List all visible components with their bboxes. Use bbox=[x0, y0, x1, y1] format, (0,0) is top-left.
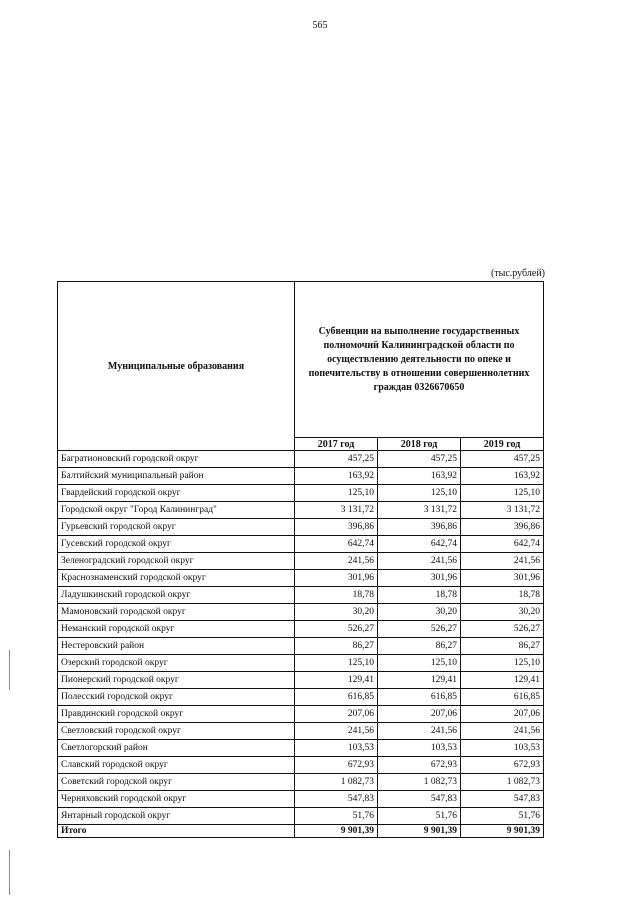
value-2018: 125,10 bbox=[378, 485, 461, 502]
subsidies-table bbox=[57, 281, 544, 838]
table-row bbox=[58, 774, 544, 791]
value-2018: 526,27 bbox=[378, 621, 461, 638]
table-row bbox=[58, 689, 544, 706]
municipality-name: Городской округ "Город Калининград" bbox=[58, 502, 295, 519]
municipality-name: Светлогорский район bbox=[58, 740, 295, 757]
value-2018: 18,78 bbox=[378, 587, 461, 604]
municipality-name: Нестеровский район bbox=[58, 638, 295, 655]
total-2018: 9 901,39 bbox=[378, 825, 461, 838]
value-2017: 18,78 bbox=[295, 587, 378, 604]
value-2017: 457,25 bbox=[295, 451, 378, 468]
value-2019: 396,86 bbox=[461, 519, 544, 536]
value-2019: 547,83 bbox=[461, 791, 544, 808]
municipality-name: Пионерский городской округ bbox=[58, 672, 295, 689]
value-2018: 301,96 bbox=[378, 570, 461, 587]
table-row bbox=[58, 587, 544, 604]
table-row bbox=[58, 485, 544, 502]
value-2019: 163,92 bbox=[461, 468, 544, 485]
table-row bbox=[58, 638, 544, 655]
table-row bbox=[58, 740, 544, 757]
value-2017: 642,74 bbox=[295, 536, 378, 553]
value-2018: 103,53 bbox=[378, 740, 461, 757]
table-row bbox=[58, 468, 544, 485]
table-row bbox=[58, 808, 544, 825]
value-2018: 457,25 bbox=[378, 451, 461, 468]
municipality-name: Советский городской округ bbox=[58, 774, 295, 791]
value-2017: 125,10 bbox=[295, 485, 378, 502]
municipality-name: Балтийский муниципальный район bbox=[58, 468, 295, 485]
year-header-2017: 2017 год bbox=[295, 438, 378, 451]
total-label: Итого bbox=[58, 825, 295, 838]
value-2017: 103,53 bbox=[295, 740, 378, 757]
value-2017: 3 131,72 bbox=[295, 502, 378, 519]
table-row bbox=[58, 502, 544, 519]
value-2019: 86,27 bbox=[461, 638, 544, 655]
value-2018: 396,86 bbox=[378, 519, 461, 536]
municipality-name: Гурьевский городской округ bbox=[58, 519, 295, 536]
municipality-name: Гусевский городской округ bbox=[58, 536, 295, 553]
value-2019: 51,76 bbox=[461, 808, 544, 825]
value-2019: 241,56 bbox=[461, 723, 544, 740]
municipality-name: Мамоновский городской округ bbox=[58, 604, 295, 621]
column-header-municipality: Муниципальные образования bbox=[58, 282, 295, 451]
value-2018: 672,93 bbox=[378, 757, 461, 774]
municipality-name: Багратионовский городской округ bbox=[58, 451, 295, 468]
value-2018: 207,06 bbox=[378, 706, 461, 723]
value-2017: 30,20 bbox=[295, 604, 378, 621]
value-2017: 163,92 bbox=[295, 468, 378, 485]
value-2019: 241,56 bbox=[461, 553, 544, 570]
value-2017: 129,41 bbox=[295, 672, 378, 689]
value-2019: 526,27 bbox=[461, 621, 544, 638]
value-2017: 1 082,73 bbox=[295, 774, 378, 791]
value-2017: 241,56 bbox=[295, 553, 378, 570]
municipality-name: Янтарный городской округ bbox=[58, 808, 295, 825]
scan-edge-mark bbox=[9, 650, 10, 690]
value-2019: 30,20 bbox=[461, 604, 544, 621]
value-2019: 457,25 bbox=[461, 451, 544, 468]
value-2018: 1 082,73 bbox=[378, 774, 461, 791]
value-2019: 125,10 bbox=[461, 485, 544, 502]
table-row bbox=[58, 570, 544, 587]
value-2018: 129,41 bbox=[378, 672, 461, 689]
units-note: (тыс.рублей) bbox=[490, 268, 545, 279]
value-2019: 3 131,72 bbox=[461, 502, 544, 519]
municipality-name: Черняховский городской округ bbox=[58, 791, 295, 808]
table-row bbox=[58, 672, 544, 689]
table-row bbox=[58, 723, 544, 740]
value-2019: 207,06 bbox=[461, 706, 544, 723]
page-number: 565 bbox=[312, 20, 328, 31]
value-2018: 125,10 bbox=[378, 655, 461, 672]
value-2017: 526,27 bbox=[295, 621, 378, 638]
value-2019: 672,93 bbox=[461, 757, 544, 774]
value-2019: 103,53 bbox=[461, 740, 544, 757]
table-row bbox=[58, 519, 544, 536]
municipality-name: Зеленоградский городской округ bbox=[58, 553, 295, 570]
municipality-name: Полесский городской округ bbox=[58, 689, 295, 706]
municipality-name: Озерский городской округ bbox=[58, 655, 295, 672]
table-row bbox=[58, 655, 544, 672]
scan-edge-mark bbox=[9, 850, 10, 895]
year-header-2018: 2018 год bbox=[378, 438, 461, 451]
table-row bbox=[58, 791, 544, 808]
value-2017: 51,76 bbox=[295, 808, 378, 825]
value-2018: 86,27 bbox=[378, 638, 461, 655]
municipality-name: Славский городской округ bbox=[58, 757, 295, 774]
value-2017: 86,27 bbox=[295, 638, 378, 655]
value-2019: 301,96 bbox=[461, 570, 544, 587]
table-row bbox=[58, 621, 544, 638]
value-2017: 547,83 bbox=[295, 791, 378, 808]
table-row bbox=[58, 757, 544, 774]
table-row bbox=[58, 451, 544, 468]
value-2018: 642,74 bbox=[378, 536, 461, 553]
value-2018: 241,56 bbox=[378, 723, 461, 740]
value-2018: 51,76 bbox=[378, 808, 461, 825]
value-2018: 163,92 bbox=[378, 468, 461, 485]
value-2017: 396,86 bbox=[295, 519, 378, 536]
value-2017: 241,56 bbox=[295, 723, 378, 740]
value-2017: 301,96 bbox=[295, 570, 378, 587]
value-2017: 125,10 bbox=[295, 655, 378, 672]
value-2018: 616,85 bbox=[378, 689, 461, 706]
total-2017: 9 901,39 bbox=[295, 825, 378, 838]
value-2018: 30,20 bbox=[378, 604, 461, 621]
value-2019: 1 082,73 bbox=[461, 774, 544, 791]
value-2018: 3 131,72 bbox=[378, 502, 461, 519]
value-2019: 616,85 bbox=[461, 689, 544, 706]
municipality-name: Гвардейский городской округ bbox=[58, 485, 295, 502]
value-2017: 616,85 bbox=[295, 689, 378, 706]
municipality-name: Неманский городской округ bbox=[58, 621, 295, 638]
value-2018: 547,83 bbox=[378, 791, 461, 808]
municipality-name: Светловский городской округ bbox=[58, 723, 295, 740]
table-row bbox=[58, 536, 544, 553]
column-header-subsidy: Субвенции на выполнение государственных полномочий Калининградской области по осуществлению деятельности по опеке и попечительству в отношении совершеннолетних граждан 0326670650 bbox=[295, 282, 544, 438]
total-row bbox=[58, 825, 544, 838]
value-2017: 207,06 bbox=[295, 706, 378, 723]
municipality-name: Правдинский городской округ bbox=[58, 706, 295, 723]
municipality-name: Ладушкинский городской округ bbox=[58, 587, 295, 604]
value-2019: 18,78 bbox=[461, 587, 544, 604]
value-2018: 241,56 bbox=[378, 553, 461, 570]
value-2019: 125,10 bbox=[461, 655, 544, 672]
total-2019: 9 901,39 bbox=[461, 825, 544, 838]
table-row bbox=[58, 706, 544, 723]
value-2017: 672,93 bbox=[295, 757, 378, 774]
municipality-name: Краснознаменский городской округ bbox=[58, 570, 295, 587]
value-2019: 129,41 bbox=[461, 672, 544, 689]
year-header-2019: 2019 год bbox=[461, 438, 544, 451]
value-2019: 642,74 bbox=[461, 536, 544, 553]
table-row bbox=[58, 604, 544, 621]
table-row bbox=[58, 553, 544, 570]
